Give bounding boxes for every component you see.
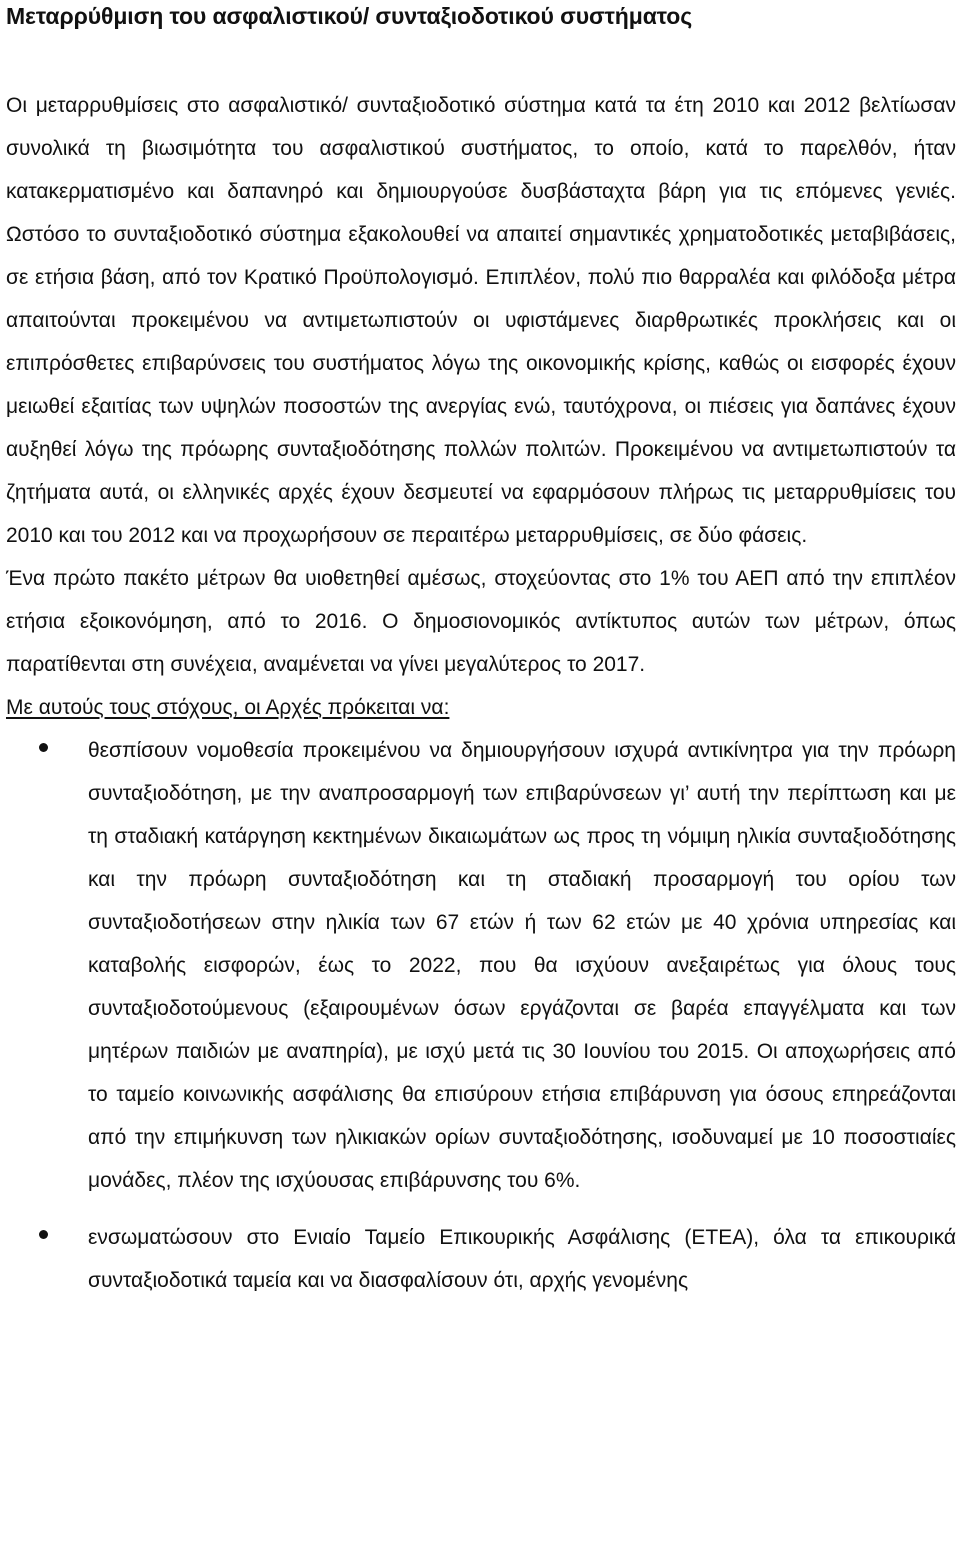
list-item-etea bbox=[6, 1216, 956, 1302]
bullet-icon bbox=[39, 1230, 48, 1239]
list-item-early-retirement bbox=[6, 729, 956, 1202]
document-title: Μεταρρύθμιση του ασφαλιστικού/ συνταξιοδοτικού συστήματος bbox=[6, 3, 693, 29]
list-item-text: θεσπίσουν νομοθεσία προκειμένου να δημιουργήσουν ισχυρά αντικίνητρα για την πρόωρη συνταξιοδότηση, με την αναπροσαρμογή των επιβαρύνσεων γι’ αυτή την περίπτωση και με τη σταδιακή κατάργηση κεκτημένων δικαιωμάτων ως προς τη νόμιμη ηλικία συνταξιοδότησης και την πρόωρη συνταξιοδότηση και τη σταδιακή προσαρμογή του ορίου των συνταξιοδοτήσεων στην ηλικία των 67 ετών ή των 62 ετών με 40 χρόνια υπηρεσίας και καταβολής εισφορών, έως το 2022, που θα ισχύουν ανεξαιρέτως για όλους τους συνταξιοδοτούμενους (εξαιρουμένων όσων εργάζονται σε βαρέα επαγγέλματα και των μητέρων παιδιών με αναπηρία), με ισχύ μετά τις 30 Ιουνίου του 2015. Οι αποχωρήσεις από το ταμείο κοινωνικής ασφάλισης θα επισύρουν ετήσια επιβάρυνση για όσους επηρεάζονται από την επιμήκυνση των ηλικιακών ορίων συνταξιοδότησης, ισοδυναμεί με 10 ποσοστιαίες μονάδες, πλέον της ισχύουσας επιβάρυνσης του 6%. bbox=[88, 739, 956, 1192]
bullet-icon bbox=[39, 743, 48, 752]
document-page bbox=[6, 0, 956, 1302]
paragraph-first-package: Ένα πρώτο πακέτο μέτρων θα υιοθετηθεί αμέσως, στοχεύοντας στο 1% του ΑΕΠ από την επιπλέον ετήσια εξοικονόμηση, από το 2016. Ο δημοσιονομικός αντίκτυπος αυτών των μέτρων, όπως παρατίθενται στη συνέχεια, αναμένεται να γίνει μεγαλύτερος το 2017. bbox=[6, 567, 956, 676]
goals-intro-text: Με αυτούς τους στόχους, οι Αρχές πρόκειται να: bbox=[6, 696, 450, 719]
goals-intro bbox=[6, 686, 956, 729]
measures-list bbox=[6, 729, 956, 1302]
list-item-text: ενσωματώσουν στο Ενιαίο Ταμείο Επικουρικής Ασφάλισης (ΕΤΕΑ), όλα τα επικουρικά συνταξιοδοτικά ταμεία και να διασφαλίσουν ότι, αρχής γενομένης bbox=[88, 1226, 956, 1292]
paragraph-reforms-overview: Οι μεταρρυθμίσεις στο ασφαλιστικό/ συνταξιοδοτικό σύστημα κατά τα έτη 2010 και 2012 βελτίωσαν συνολικά τη βιωσιμότητα του ασφαλιστικού συστήματος, το οποίο, κατά το παρελθόν, ήταν κατακερματισμένο και δαπανηρό και δημιουργούσε δυσβάσταχτα βάρη για τις επόμενες γενιές. Ωστόσο το συνταξιοδοτικό σύστημα εξακολουθεί να απαιτεί σημαντικές χρηματοδοτικές μεταβιβάσεις, σε ετήσια βάση, από τον Κρατικό Προϋπολογισμό. Επιπλέον, πολύ πιο θαρραλέα και φιλόδοξα μέτρα απαιτούνται προκειμένου να αντιμετωπιστούν οι υφιστάμενες διαρθρωτικές προκλήσεις και οι επιπρόσθετες επιβαρύνσεις του συστήματος λόγω της οικονομικής κρίσης, καθώς οι εισφορές έχουν μειωθεί εξαιτίας των υψηλών ποσοστών της ανεργίας ενώ, ταυτόχρονα, οι πιέσεις για δαπάνες έχουν αυξηθεί λόγω της πρόωρης συνταξιοδότησης πολλών πολιτών. Προκειμένου να αντιμετωπιστούν τα ζητήματα αυτά, οι ελληνικές αρχές έχουν δεσμευτεί να εφαρμόσουν πλήρως τις μεταρρυθμίσεις του 2010 και του 2012 και να προχωρήσουν σε περαιτέρω μεταρρυθμίσεις, σε δύο φάσεις. bbox=[6, 94, 956, 547]
